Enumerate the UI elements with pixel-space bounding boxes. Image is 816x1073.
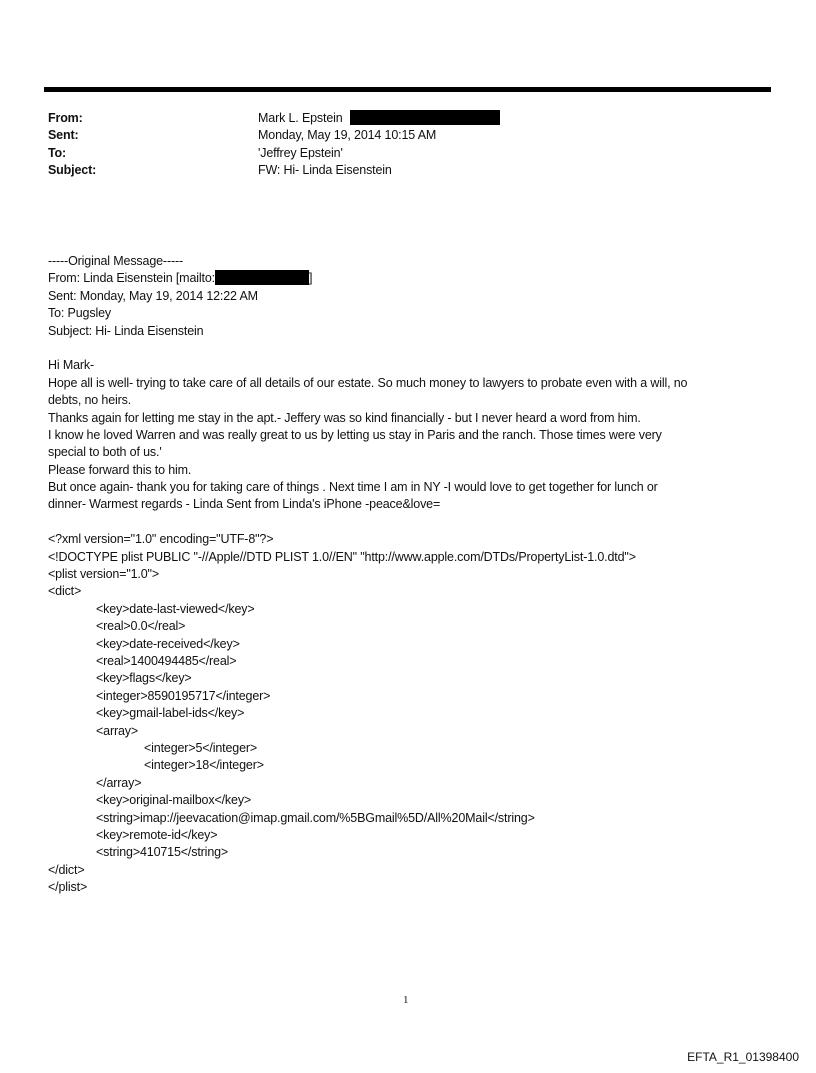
xml-line: <real>1400494485</real> — [96, 653, 237, 668]
xml-line: <key>date-received</key> — [96, 636, 240, 651]
from-label: From: — [48, 111, 83, 125]
xml-line: <real>0.0</real> — [96, 619, 186, 634]
xml-line: <integer>8590195717</integer> — [96, 688, 271, 703]
message-line: I know he loved Warren and was really great to us by letting us stay in Paris and the ranch. Those times were very — [48, 427, 662, 442]
header-rule — [44, 87, 771, 92]
xml-line: <key>original-mailbox</key> — [96, 793, 252, 808]
plist-xml — [48, 531, 687, 896]
xml-line: </plist> — [48, 880, 88, 895]
original-sent: Sent: Monday, May 19, 2014 12:22 AM — [48, 288, 258, 303]
xml-line: <integer>5</integer> — [144, 740, 258, 755]
xml-line: <integer>18</integer> — [144, 758, 264, 773]
xml-line: </array> — [96, 775, 142, 790]
document-id: EFTA_R1_01398400 — [687, 1050, 799, 1064]
xml-line: <dict> — [48, 584, 82, 599]
message-line: But once again- thank you for taking care of things . Next time I am in NY -I would love to get together for lunch or — [48, 480, 658, 495]
message-line: dinner- Warmest regards - Linda Sent from Linda's iPhone -peace&love= — [48, 497, 441, 512]
xml-line: <!DOCTYPE plist PUBLIC "-//Apple//DTD PLIST 1.0//EN" "http://www.apple.com/DTDs/PropertyList-1.0.dtd"> — [48, 549, 636, 564]
to-label: To: — [48, 145, 67, 160]
from-value: Mark L. Epstein — [258, 111, 343, 125]
original-from — [48, 270, 687, 287]
original-to: To: Pugsley — [48, 306, 111, 321]
message-line: special to both of us.' — [48, 445, 162, 460]
xml-line: <array> — [96, 723, 139, 738]
blank-line — [48, 340, 687, 357]
message-line: Hi Mark- — [48, 358, 95, 373]
subject-label: Subject: — [48, 163, 97, 178]
email-body — [48, 253, 687, 896]
redaction-box — [215, 270, 309, 285]
original-from-text: From: Linda Eisenstein [mailto: — [48, 271, 215, 286]
xml-line: <string>imap://jeevacation@imap.gmail.com/%5BGmail%5D/All%20Mail</string> — [96, 810, 535, 825]
xml-line: <key>date-last-viewed</key> — [96, 601, 255, 616]
to-value: 'Jeffrey Epstein' — [258, 145, 343, 160]
xml-line: </dict> — [48, 862, 85, 877]
xml-line: <?xml version="1.0" encoding="UTF-8"?> — [48, 532, 274, 547]
xml-line: <plist version="1.0"> — [48, 567, 159, 582]
xml-line: <string>410715</string> — [96, 845, 229, 860]
xml-line: <key>gmail-label-ids</key> — [96, 706, 245, 721]
sent-label: Sent: — [48, 128, 79, 143]
page-number: 1 — [403, 994, 409, 1006]
message-line: Please forward this to him. — [48, 462, 192, 477]
subject-value: FW: Hi- Linda Eisenstein — [258, 163, 392, 178]
message-line: Hope all is well- trying to take care of all details of our estate. So much money to lawyers to probate even with a will, no — [48, 375, 688, 390]
original-separator: -----Original Message----- — [48, 254, 183, 268]
original-from-suffix: ] — [308, 271, 313, 286]
original-subject: Subject: Hi- Linda Eisenstein — [48, 323, 204, 338]
xml-line: <key>flags</key> — [96, 671, 192, 686]
message-text — [48, 357, 687, 514]
xml-line: <key>remote-id</key> — [96, 827, 218, 842]
blank-line — [48, 514, 687, 531]
message-line: Thanks again for letting me stay in the apt.- Jeffery was so kind financially - but I never heard a word from him. — [48, 410, 641, 425]
redaction-box — [350, 110, 500, 125]
message-line: debts, no heirs. — [48, 393, 132, 408]
sent-value: Monday, May 19, 2014 10:15 AM — [258, 128, 437, 143]
